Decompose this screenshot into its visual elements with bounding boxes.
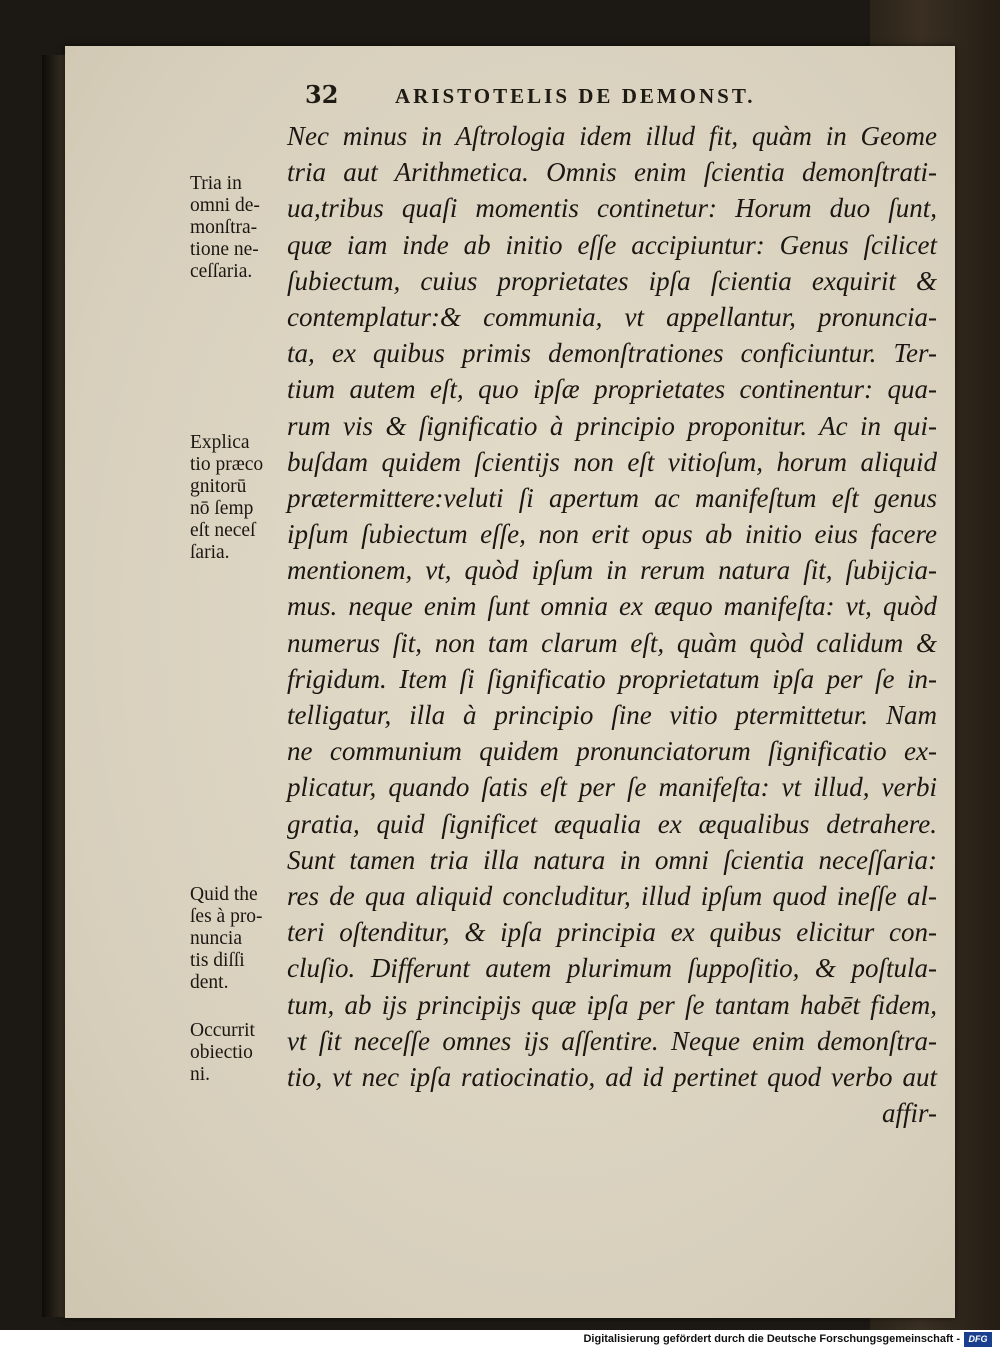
body-text bbox=[287, 118, 937, 1131]
running-head-title: ARISTOTELIS DE DEMONST. bbox=[395, 84, 756, 108]
text-line: contemplatur:& communia, vt appellantur, pronuncia- bbox=[287, 301, 937, 332]
text-line: ſubiectum, cuius proprietates ipſa ſcientia exquirit & bbox=[287, 265, 937, 296]
text-line: numerus ſit, non tam clarum eſt, quàm quòd calidum & bbox=[287, 627, 937, 658]
text-line: buſdam quidem ſcientijs non eſt vitioſum, horum aliquid bbox=[287, 446, 937, 477]
text-line: gratia, quid ſignificet æqualia ex æqualibus detrahere. bbox=[287, 808, 937, 839]
marginal-note-line: ni. bbox=[190, 1064, 211, 1085]
text-line: ta, ex quibus primis demonſtrationes conficiuntur. Ter- bbox=[287, 338, 937, 369]
marginal-note-line: omni de- bbox=[190, 195, 260, 216]
marginal-note-line: eſt neceſ bbox=[190, 520, 256, 541]
marginal-note-line: Quid the bbox=[190, 884, 258, 905]
marginal-note bbox=[190, 1020, 255, 1086]
marginal-note-line: ſes à pro- bbox=[190, 906, 263, 927]
marginal-note-line: tione ne- bbox=[190, 239, 259, 260]
text-line: mentionem, vt, quòd ipſum in rerum natura ſit, ſubijcia- bbox=[287, 555, 937, 586]
text-line: res de qua aliquid concluditur, illud ipſum quod ineſſe al- bbox=[287, 880, 937, 911]
page-number: 32 bbox=[305, 80, 339, 109]
text-line: ne communium quidem pronunciatorum ſignificatio ex- bbox=[287, 736, 937, 767]
text-line: teri oſtenditur, & ipſa principia ex quibus elicitur con- bbox=[287, 917, 937, 948]
text-line: ua,tribus quaſi momentis continetur: Horum duo ſunt, bbox=[287, 193, 937, 224]
text-line: Sunt tamen tria illa natura in omni ſcientia neceſſaria: bbox=[287, 844, 937, 875]
footer-bar bbox=[0, 1330, 1000, 1351]
catchword: affir- bbox=[882, 1098, 937, 1129]
marginal-note-line: dent. bbox=[190, 972, 229, 993]
text-line: rum vis & ſignificatio à principio proponitur. Ac in qui- bbox=[287, 410, 937, 441]
marginal-note-line: monſtra- bbox=[190, 217, 258, 238]
text-line: plicatur, quando ſatis eſt per ſe manifeſta: vt illud, verbi bbox=[287, 772, 937, 803]
marginal-note-line: obiectio bbox=[190, 1042, 253, 1063]
text-line: tum, ab ijs principijs quæ ipſa per ſe tantam habēt fidem, bbox=[287, 989, 937, 1020]
running-head bbox=[305, 80, 825, 110]
text-line: mus. neque enim ſunt omnia ex æquo manifeſta: vt, quòd bbox=[287, 591, 937, 622]
marginal-note-line: gnitorū bbox=[190, 476, 247, 497]
marginal-note-line: Occurrit bbox=[190, 1020, 255, 1041]
text-line: quæ iam inde ab initio eſſe accipiuntur: Genus ſcilicet bbox=[287, 229, 937, 260]
text-line: tria aut Arithmetica. Omnis enim ſcientia demonſtrati- bbox=[287, 157, 937, 188]
funding-credit: Digitalisierung gefördert durch die Deutsche Forschungsgemeinschaft - bbox=[583, 1333, 960, 1345]
marginal-note bbox=[190, 173, 260, 283]
page-gutter-shadow bbox=[42, 55, 66, 1317]
text-line: prætermittere:veluti ſi apertum ac manifeſtum eſt genus bbox=[287, 482, 937, 513]
text-line: cluſio. Differunt autem plurimum ſuppoſitio, & poſtula- bbox=[287, 953, 937, 984]
marginal-note-line: Tria in bbox=[190, 173, 242, 194]
marginal-note-line: ſaria. bbox=[190, 542, 230, 563]
marginal-note-line: tis diſſi bbox=[190, 950, 245, 971]
marginal-note-line: nuncia bbox=[190, 928, 242, 949]
dfg-logo: DFG bbox=[964, 1332, 992, 1347]
marginal-note bbox=[190, 432, 263, 564]
text-line: telligatur, illa à principio ſine vitio ptermittetur. Nam bbox=[287, 700, 937, 730]
marginal-note-line: ceſſaria. bbox=[190, 261, 253, 282]
marginal-note-line: tio præco bbox=[190, 454, 264, 475]
text-line: vt ſit neceſſe omnes ijs aſſentire. Neque enim demonſtra- bbox=[287, 1025, 937, 1056]
marginal-note bbox=[190, 884, 263, 994]
text-line: tium autem eſt, quo ipſæ proprietates continentur: qua- bbox=[287, 374, 937, 405]
text-line: frigidum. Item ſi ſignificatio proprietatum ipſa per ſe in- bbox=[287, 663, 937, 694]
text-line: Nec minus in Aſtrologia idem illud fit, quàm in Geome bbox=[287, 121, 937, 151]
marginal-note-line: Explica bbox=[190, 432, 250, 453]
marginal-note-line: nō ſemp bbox=[190, 498, 254, 519]
text-line: ipſum ſubiectum eſſe, non erit opus ab initio eius facere bbox=[287, 519, 937, 550]
text-line: tio, vt nec ipſa ratiocinatio, ad id pertinet quod verbo aut bbox=[287, 1061, 937, 1092]
